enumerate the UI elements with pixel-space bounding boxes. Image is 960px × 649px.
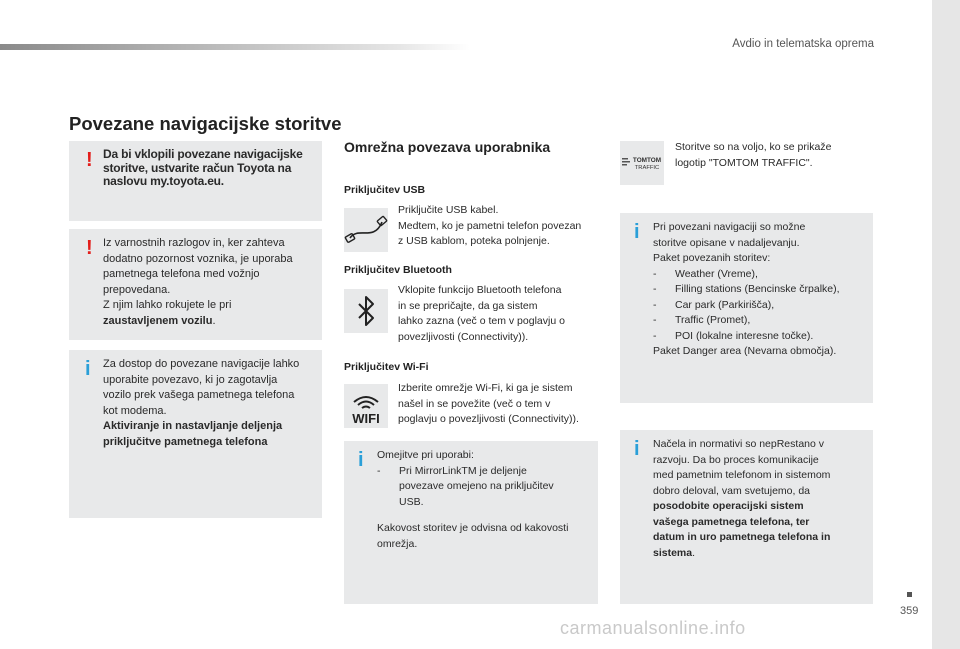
wifi-title: Priključitev Wi-Fi xyxy=(344,361,429,373)
info-icon: i xyxy=(358,449,364,471)
warning-icon: ! xyxy=(86,237,93,259)
info-icon: i xyxy=(634,221,640,243)
tomtom-text: Storitve so na voljo, ko se prikaže logotip "TOMTOM TRAFFIC". xyxy=(675,141,832,169)
svg-text:TRAFFIC: TRAFFIC xyxy=(634,165,660,171)
header-gradient-bar xyxy=(0,44,470,50)
updates-info-text: Načela in normativi so nepRestano v razvoju. Da bo proces komunikacije med pametnim telefonom in sistemom dobro deloval, vam svetujemo, da posodobite operacijski sistem vašega pametnega telefona, ter datum in uro pametnega telefona in sistema. xyxy=(653,438,831,559)
bluetooth-text: Vklopite funkcijo Bluetooth telefona in se prepričajte, da ga sistem lahko zazna (več o tem v poglavju o povezljivosti (Connectivity)). xyxy=(398,284,565,343)
info-box-limits xyxy=(344,441,598,604)
page-number: 359 xyxy=(900,605,919,617)
usb-cable-icon xyxy=(344,208,388,252)
list-item: - Pri MirrorLinkTM je deljenje povezave omejeno na priključitev USB. xyxy=(377,464,569,511)
services-list xyxy=(653,267,871,345)
list-item: - Filling stations (Bencinske črpalke), xyxy=(653,282,871,298)
info-box-services xyxy=(620,213,873,403)
wifi-text: Izberite omrežje Wi-Fi, ki ga je sistem našel in se povežite (več o tem v poglavju o povezljivosti (Connectivity)). xyxy=(398,382,579,425)
modem-info-text: Za dostop do povezane navigacije lahko uporabite povezavo, ki jo zagotavlja vozilo prek vašega pametnega telefona kot modema. Aktiviranje in nastavljanje deljenja priključitve pametnega telefona xyxy=(103,358,300,448)
info-box-modem xyxy=(69,350,322,518)
info-icon: i xyxy=(85,358,91,380)
chapter-title: Avdio in telematska oprema xyxy=(732,38,874,50)
svg-text:TOMTOM: TOMTOM xyxy=(632,157,662,164)
services-info-text: Pri povezani navigaciji so možne storitve opisane v nadaljevanju. Paket povezanih storitev: - Weather (Vreme), - Filling stations (Bencinske črpalke), - Car park (Parkirišča), - Traffic (Promet), - POI (lokalne interesne točke). Paket Danger area (Nevarna območja). xyxy=(653,220,871,360)
warning-icon: ! xyxy=(86,149,93,171)
wifi-icon xyxy=(344,384,388,428)
safety-warning-text: Iz varnostnih razlogov in, ker zahteva dodatno pozornost voznika, je uporaba pametnega telefona med vožnjo prepovedana. Z njim lahko rokujete le pri zaustavljenem vozilu. xyxy=(103,237,293,327)
section-title-network: Omrežna povezava uporabnika xyxy=(344,139,551,155)
limits-info-text: Omejitve pri uporabi: - Pri MirrorLinkTM je deljenje povezave omejeno na priključitev USB. Kakovost storitev je odvisna od kakovosti omrežja. xyxy=(377,448,595,552)
list-item: - Weather (Vreme), xyxy=(653,267,871,283)
list-item: - Car park (Parkirišča), xyxy=(653,298,871,314)
account-warning-text: Da bi vklopili povezane navigacijske storitve, ustvarite račun Toyota na naslovu my.toyota.eu. xyxy=(103,147,303,188)
warning-box-safety xyxy=(69,229,322,340)
page-title: Povezane navigacijske storitve xyxy=(69,113,342,134)
list-item: - Traffic (Promet), xyxy=(653,313,871,329)
info-box-updates xyxy=(620,430,873,604)
usb-text: Priključite USB kabel. Medtem, ko je pametni telefon povezan z USB kablom, poteka polnjenje. xyxy=(398,204,582,247)
list-item: - POI (lokalne interesne točke). xyxy=(653,329,871,345)
bluetooth-icon xyxy=(344,289,388,333)
watermark: carmanualsonline.info xyxy=(560,618,746,638)
bluetooth-title: Priključitev Bluetooth xyxy=(344,264,452,276)
svg-text:WIFI: WIFI xyxy=(352,411,380,426)
info-icon: i xyxy=(634,438,640,460)
page-marker xyxy=(907,592,912,597)
limits-list xyxy=(377,464,595,511)
page-edge-strip xyxy=(932,0,960,649)
tomtom-traffic-logo xyxy=(620,141,664,185)
usb-title: Priključitev USB xyxy=(344,184,426,196)
warning-box-account xyxy=(69,141,322,221)
